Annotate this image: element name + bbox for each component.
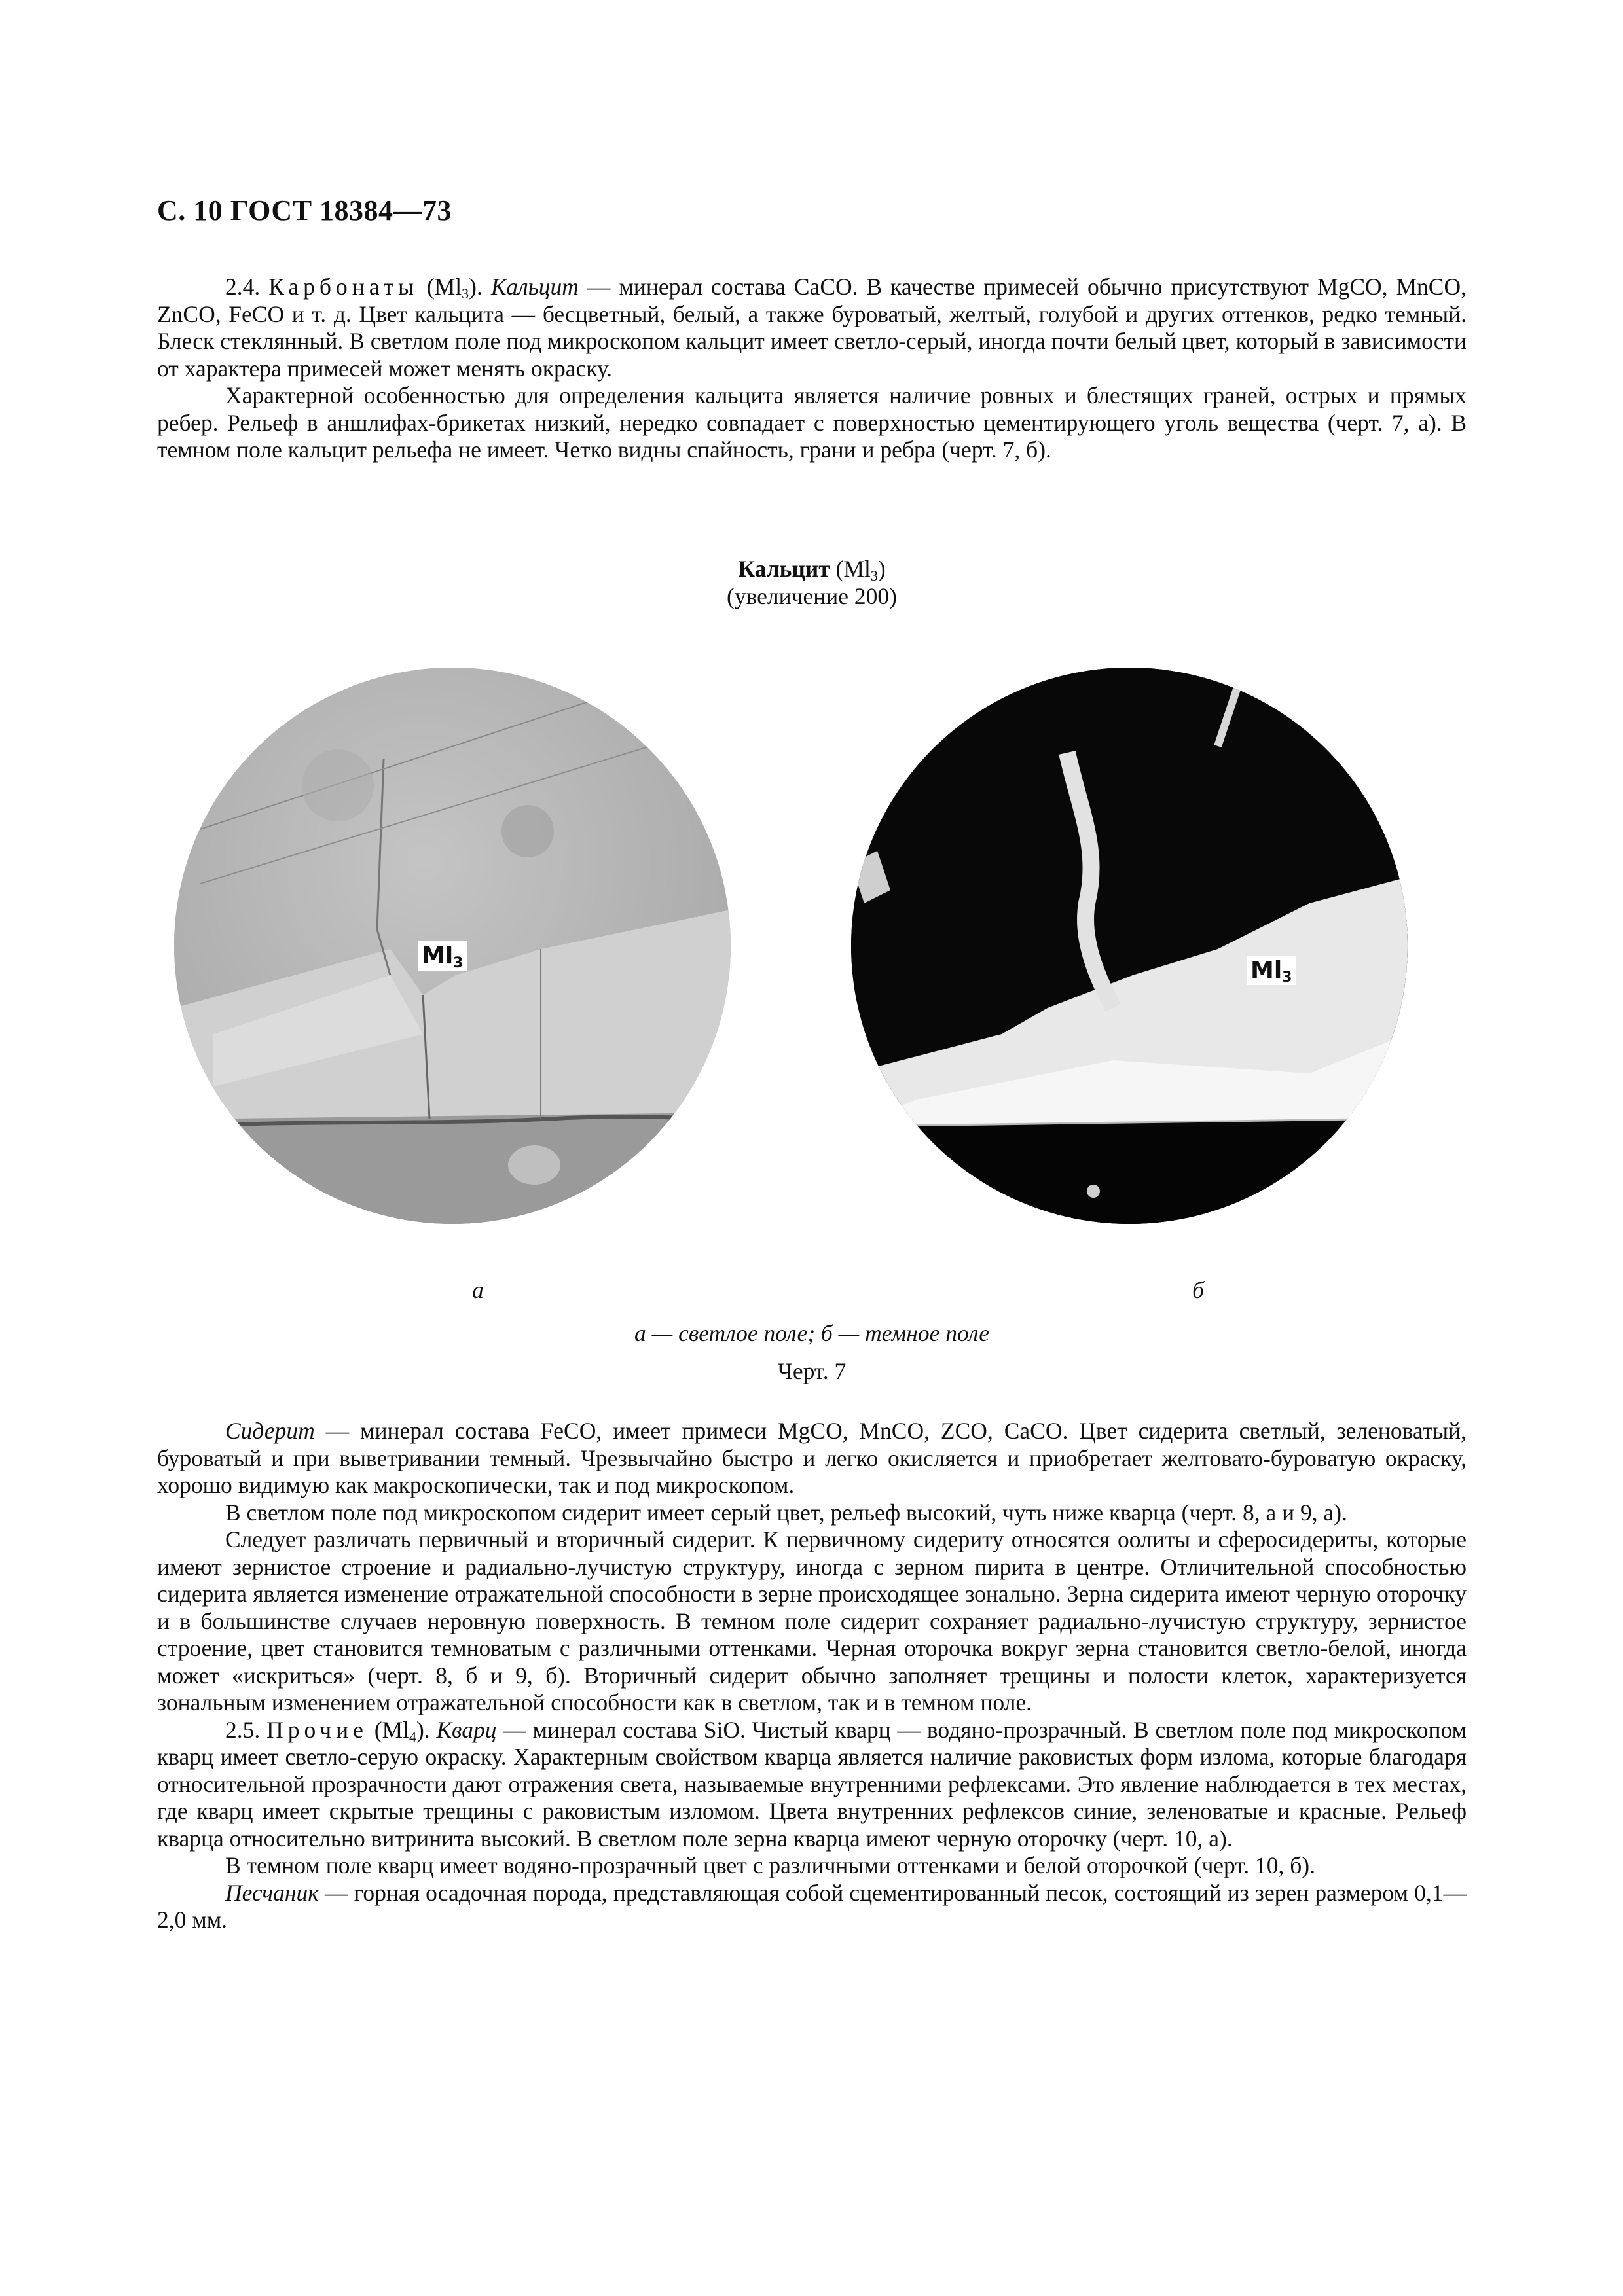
mineral-overlay-label — [418, 941, 467, 971]
section-number: 2.5. — [225, 1716, 267, 1743]
paragraph: 2.4. Карбонаты $(Ml_3)$. Кальцит — минерал состава CaCO. В качестве примесей обычно присутствуют MgCO, MnCO, ZnCO, FeCO и т. д. Цвет кальцита — бесцветный, белый, а также буроватый, желтый, голубой и других оттенков, редко темный. Блеск стеклянный. В светлом поле под микроскопом кальцит имеет светло-серый, иногда почти белый цвет, который в зависимости от характера примесей может менять окраску. — [157, 274, 1467, 382]
paragraph: Следует различать первичный и вторичный сидерит. К первичному сидериту относятся оолиты и сферосидериты, которые имеют зернистое строение и радиально-лучистую структуру, иногда с зерном пирита в центре. Отличительной способностью сидерита является изменение отражательной способности в зерне происходящее зонально. Зерна сидерита имеют черную оторочку и в большинстве случаев неровную поверхность. В темном поле сидерит сохраняет радиально-лучистую структуру, зернистое строение, цвет становится темноватым с различными оттенками. Черная оторочка вокруг зерна становится светло-белой, иногда может «искриться» (черт. 8, б и 9, б). Вторичный сидерит обычно заполняет трещины и полости клеток, характеризуется зональным изменением отражательной способности как в светлом, так и в темном поле. — [157, 1526, 1467, 1715]
micrograph-dark-field — [851, 668, 1408, 1224]
paragraph-text: — минерал состава SiO. Чистый кварц — водяно-прозрачный. В светлом поле под микроскопом кварц имеет светло-серую окраску. Характерным свойством кварца является наличие раковистых форм излома, которые благодаря относительной прозрачности дают отражения света, называемые внутренними рефлексами. Это явление наблюдается в тех местах, где кварц имеет скрытые трещины с раковистым изломом. Цвета внутренних рефлексов синие, зеленоватые и красные. Рельеф кварца относительно витринита высокий. В светлом поле зерна кварца имеют черную оторочку (черт. 10, а). — [157, 1716, 1467, 1852]
section-2-4 — [157, 274, 1467, 464]
figure-title-mark: Ml — [843, 556, 871, 582]
figure-title-mineral: Кальцит — [738, 556, 830, 582]
paragraph: Характерной особенностью для определения кальцита является наличие ровных и блестящих граней, острых и прямых ребер. Рельеф в аншлифах-брикетах низкий, нередко совпадает с поверхностью цементирующего уголь вещества (черт. 7, а). В темном поле кальцит рельефа не имеет. Четко видны спайность, грани и ребра (черт. 7, б). — [157, 382, 1467, 463]
paragraph-text: — горная осадочная порода, представляющая собой сцементированный песок, состоящий из зерен размером 0,1—2,0 мм. — [157, 1879, 1467, 1933]
overlay-label-sub: 3 — [453, 955, 464, 971]
mineral-mark: Ml — [382, 1716, 409, 1743]
mineral-mark: Ml — [434, 274, 462, 300]
mineral-name: Сидерит — [225, 1418, 315, 1444]
figure-title: Кальцит $(Ml_3)$ (увеличение 200) — [727, 556, 897, 609]
figure-subtitle: (увеличение 200) — [727, 583, 897, 609]
rock-name: Песчаник — [225, 1879, 319, 1906]
paragraph: В светлом поле под микроскопом сидерит имеет серый цвет, рельеф высокий, чуть ниже кварца (черт. 8, а и 9, а). — [225, 1499, 1347, 1526]
micrograph-bright-field — [174, 668, 731, 1224]
micrograph-dark-field-image — [851, 668, 1408, 1224]
overlay-label-sub: 3 — [1282, 969, 1292, 986]
mineral-mark-sub: 3 — [462, 285, 469, 302]
section-term: Прочие — [266, 1716, 368, 1743]
figure-title-mark-sub: 3 — [870, 567, 878, 584]
figure-label-b: б — [1192, 1277, 1204, 1303]
paragraph: В темном поле кварц имеет водяно-прозрачный цвет с различными оттенками и белой оторочкой (черт. 10, б). — [225, 1852, 1315, 1878]
mineral-name: Кварц — [436, 1716, 497, 1743]
paragraph-text: — минерал состава CaCO. В качестве примесей обычно присутствуют MgCO, MnCO, ZnCO, FeCO и т. д. Цвет кальцита — бесцветный, белый, а также буроватый, желтый, голубой и других оттенков, редко темный. Блеск стеклянный. В светлом поле под микроскопом кальцит имеет светло-серый, иногда почти белый цвет, который в зависимости от характера примесей может менять окраску. — [157, 274, 1467, 382]
paragraph — [157, 1418, 1467, 1499]
page-header: С. 10 ГОСТ 18384—73 — [157, 194, 452, 226]
paragraph: 2.5. Прочие $(Ml_4)$. Кварц — минерал состава SiO. Чистый кварц — водяно-прозрачный. В светлом поле под микроскопом кварц имеет светло-серую окраску. Характерным свойством кварца является наличие раковистых форм излома, которые благодаря относительной прозрачности дают отражения света, называемые внутренними рефлексами. Это явление наблюдается в тех местах, где кварц имеет скрытые трещины с раковистым изломом. Цвета внутренних рефлексов синие, зеленоватые и красные. Рельеф кварца относительно витринита высокий. В светлом поле зерна кварца имеют черную оторочку (черт. 10, а). — [157, 1716, 1467, 1852]
section-number: 2.4. — [225, 274, 269, 300]
overlay-label-text: Ml — [1250, 957, 1283, 984]
section-term: Карбонаты — [268, 274, 418, 300]
paragraph-text: — минерал состава FeCO, имеет примеси MgCO, MnCO, ZCO, CaCO. Цвет сидерита светлый, зеленоватый, буроватый и при выветривании темный. Чрезвычайно быстро и легко окисляется и приобретает желтовато-буроватую окраску, хорошо видимую как макроскопически, так и под микроскопом. — [157, 1418, 1467, 1498]
section-siderite-quartz — [157, 1418, 1467, 1934]
mineral-name: Кальцит — [490, 274, 579, 300]
paragraph — [157, 1880, 1467, 1934]
figure-legend: а — светлое поле; б — темное поле — [634, 1320, 989, 1346]
overlay-label-text: Ml — [422, 942, 454, 969]
figure-label-a: а — [472, 1277, 484, 1303]
mineral-mark-sub: 4 — [409, 1728, 416, 1745]
figure-caption: Черт. 7 — [777, 1358, 847, 1384]
mineral-overlay-label — [1247, 956, 1296, 985]
